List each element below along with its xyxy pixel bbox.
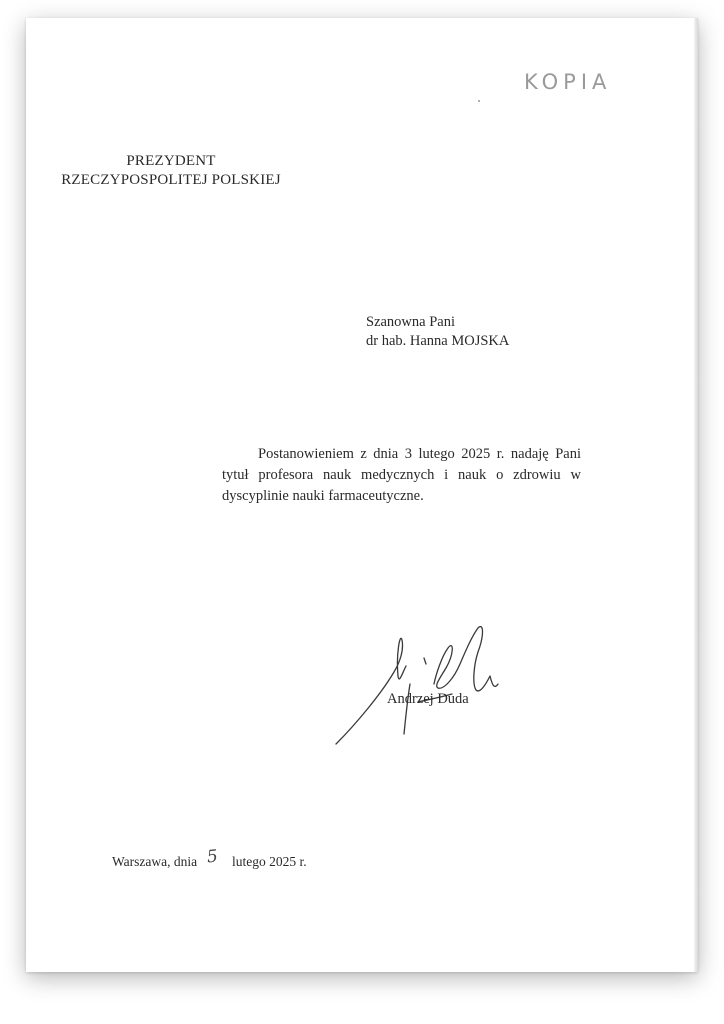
copy-stamp: KOPIA <box>524 70 612 94</box>
handwritten-day: 5 <box>206 846 219 868</box>
body-paragraph: Postanowieniem z dnia 3 lutego 2025 r. nadaję Pani tytuł profesora nauk medycznych i nauk o zdrowiu w dyscyplinie nauki farmaceutyczne. <box>222 446 581 504</box>
date-prefix: Warszawa, dnia <box>112 854 198 869</box>
addressee-salutation: Szanowna Pani <box>366 314 455 330</box>
signature-stroke <box>424 658 426 664</box>
date-suffix: lutego 2025 r. <box>231 854 307 869</box>
addressee-block <box>366 313 509 351</box>
page-edge <box>694 18 698 972</box>
paper-speck <box>478 100 480 102</box>
letter-body <box>222 444 581 507</box>
addressee-name: dr hab. Hanna MOJSKA <box>366 333 510 349</box>
document-page <box>26 18 698 972</box>
issuer-title: PREZYDENT <box>126 153 216 169</box>
handwritten-signature <box>326 614 506 754</box>
signature-stroke <box>434 627 498 691</box>
place-and-date <box>112 846 307 871</box>
issuer-country: RZECZYPOSPOLITEJ POLSKIEJ <box>61 172 281 188</box>
signatory-name: Andrzej Duda <box>387 691 469 707</box>
issuer-header <box>26 152 316 190</box>
